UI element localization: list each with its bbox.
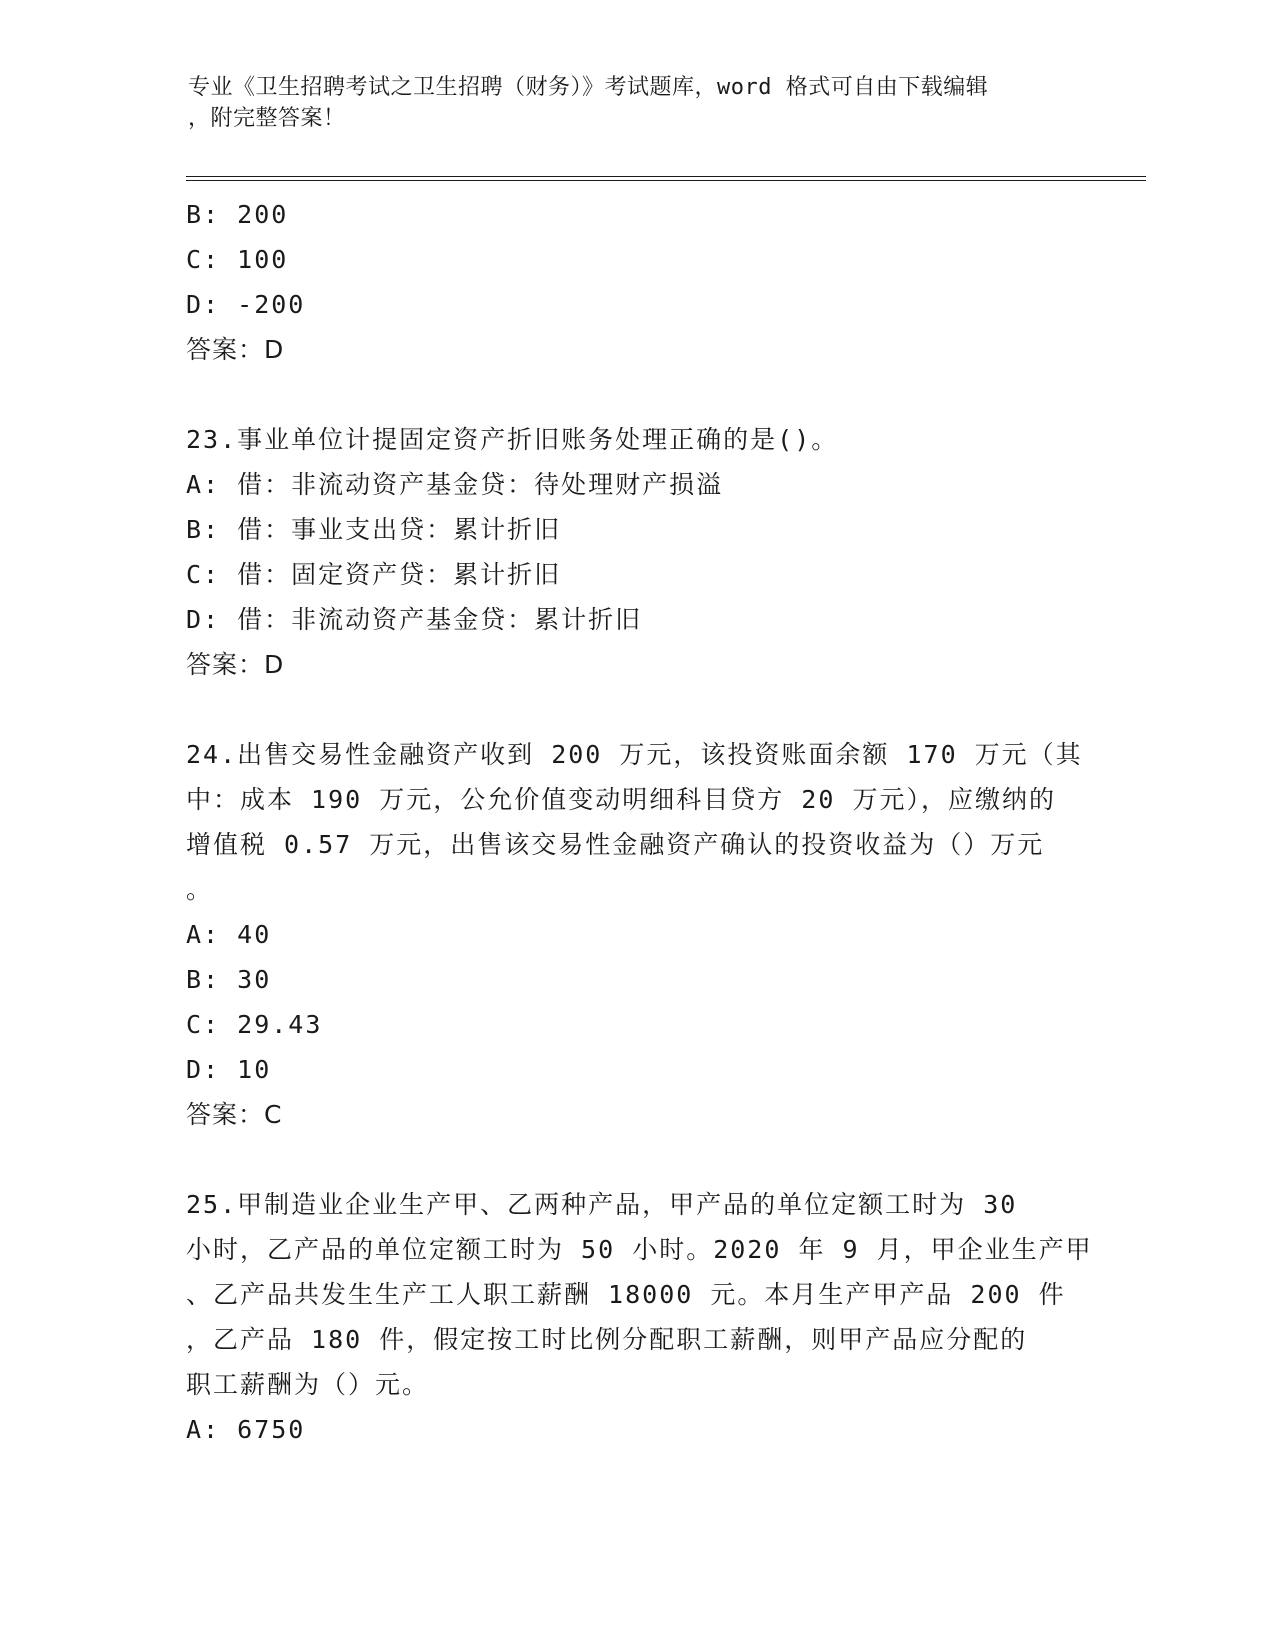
question-stem-line: ，乙产品 180 件，假定按工时比例分配职工薪酬，则甲产品应分配的	[186, 1325, 1028, 1354]
question-stem-line: 。	[186, 875, 214, 904]
option-c: C: 29.43	[186, 1010, 323, 1039]
question-list	[186, 192, 1093, 1452]
option-b: B: 借：事业支出贷：累计折旧	[186, 515, 562, 544]
option-c: C: 100	[186, 245, 289, 274]
question-stem-line: 小时，乙产品的单位定额工时为 50 小时。2020 年 9 月，甲企业生产甲	[186, 1235, 1093, 1264]
question-22	[186, 192, 1086, 372]
document-header	[188, 72, 1088, 134]
question-23	[186, 417, 1086, 687]
answer-line: 答案：D	[186, 650, 285, 679]
option-a: A: 借：非流动资产基金贷：待处理财产损溢	[186, 470, 724, 499]
option-d: D: 10	[186, 1055, 272, 1084]
header-double-rule	[186, 176, 1146, 181]
question-stem-line: 职工薪酬为（）元。	[186, 1370, 430, 1399]
header-line-2: ，附完整答案！	[188, 106, 346, 131]
option-c: C: 借：固定资产贷：累计折旧	[186, 560, 562, 589]
option-a: A: 40	[186, 920, 272, 949]
question-stem: 23.事业单位计提固定资产折旧账务处理正确的是()。	[186, 425, 839, 454]
question-stem-line: 、乙产品共发生生产工人职工薪酬 18000 元。本月生产甲产品 200 件	[186, 1280, 1066, 1309]
question-24	[186, 732, 1086, 1137]
question-25	[186, 1182, 1093, 1452]
option-b: B: 30	[186, 965, 272, 994]
option-d: D: -200	[186, 290, 306, 319]
header-line-1: 专业《卫生招聘考试之卫生招聘（财务）》考试题库，word 格式可自由下载编辑	[188, 75, 989, 100]
answer-line: 答案：C	[186, 1100, 283, 1129]
answer-line: 答案：D	[186, 335, 285, 364]
question-stem-line: 25.甲制造业企业生产甲、乙两种产品，甲产品的单位定额工时为 30	[186, 1190, 1018, 1219]
question-stem-line: 中：成本 190 万元，公允价值变动明细科目贷方 20 万元），应缴纳的	[186, 785, 1056, 814]
option-a: A: 6750	[186, 1415, 306, 1444]
question-stem-line: 24.出售交易性金融资产收到 200 万元，该投资账面余额 170 万元（其	[186, 740, 1083, 769]
question-stem-line: 增值税 0.57 万元，出售该交易性金融资产确认的投资收益为（）万元	[186, 830, 1045, 859]
option-b: B: 200	[186, 200, 289, 229]
option-d: D: 借：非流动资产基金贷：累计折旧	[186, 605, 643, 634]
